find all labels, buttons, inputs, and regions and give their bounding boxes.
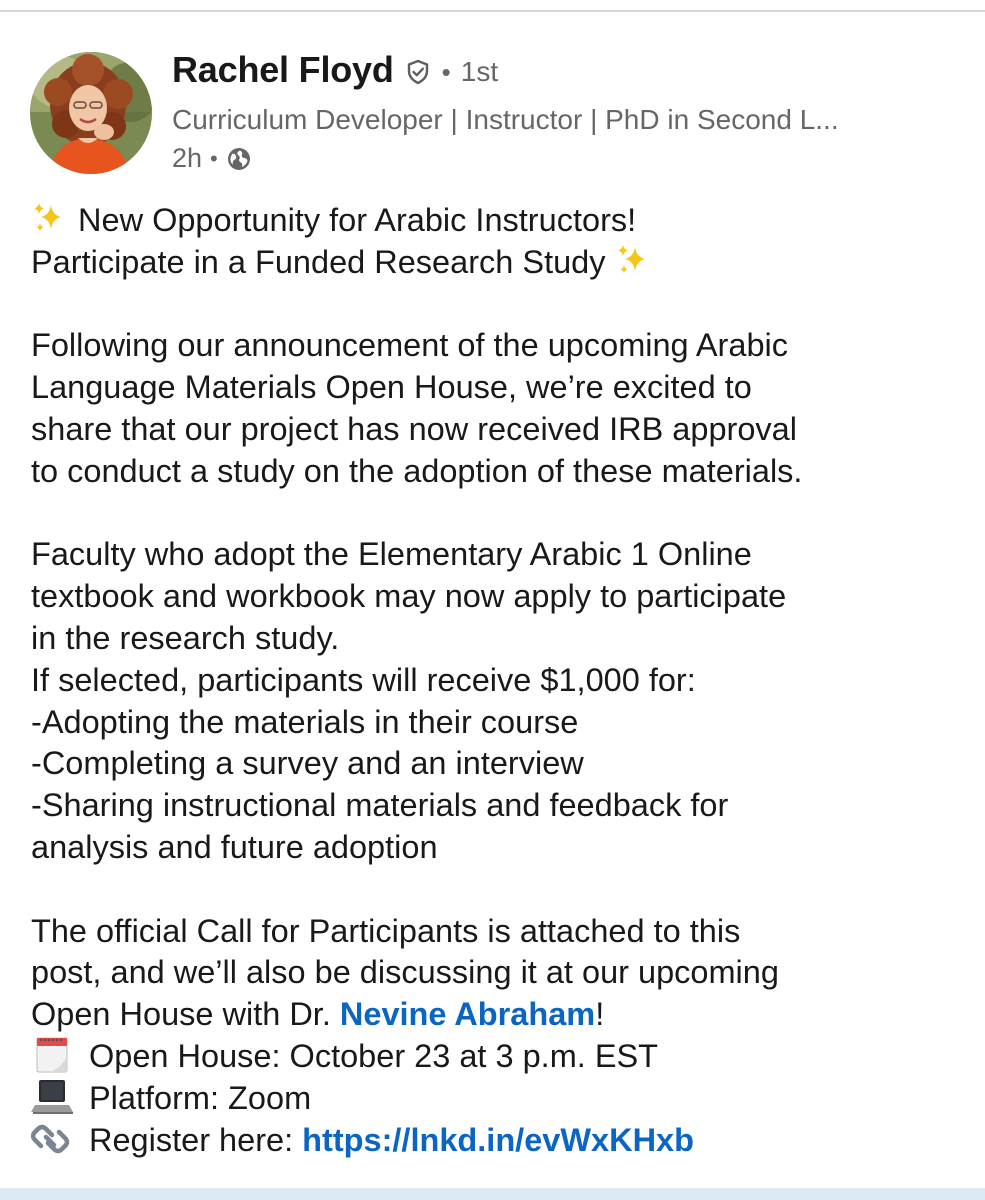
body-line: Language Materials Open House, we’re excited to [31, 369, 752, 406]
body-line: Following our announcement of the upcoming Arabic [31, 327, 788, 364]
laptop-icon [31, 1078, 75, 1116]
register-line [31, 1120, 971, 1162]
bottom-band [0, 1188, 985, 1200]
body-line-with-mention [31, 994, 971, 1036]
register-link[interactable]: https://lnkd.in/evWxKHxb [302, 1121, 694, 1158]
body-line: textbook and workbook may now apply to participate [31, 578, 787, 615]
post-body [31, 200, 971, 1161]
body-line: If selected, participants will receive $1,000 for: [31, 661, 696, 698]
shield-check-icon [404, 58, 432, 86]
blank-line [31, 493, 971, 535]
connection-degree: 1st [460, 56, 499, 87]
author-name-row [172, 46, 498, 94]
platform-line [31, 1078, 971, 1120]
author-avatar[interactable] [30, 52, 152, 174]
post-timestamp: 2h [172, 142, 203, 173]
body-line: -Completing a survey and an interview [31, 745, 584, 782]
post-title-2: Participate in a Funded Research Study [31, 243, 606, 280]
blank-line [31, 284, 971, 326]
author-name[interactable]: Rachel Floyd [172, 49, 394, 90]
body-line: share that our project has now received IRB approval [31, 410, 797, 447]
post-title-line [31, 242, 971, 284]
body-line: to conduct a study on the adoption of these materials. [31, 452, 803, 489]
body-line: -Adopting the materials in their course [31, 703, 579, 740]
body-line: analysis and future adoption [31, 828, 438, 865]
post-title-1: New Opportunity for Arabic Instructors! [78, 202, 637, 238]
author-headline: Curriculum Developer | Instructor | PhD in Second L... [172, 104, 839, 135]
separator-dot: • [210, 146, 218, 171]
calendar-icon [31, 1036, 75, 1074]
sparkles-icon [31, 201, 69, 235]
body-line: The official Call for Participants is attached to this [31, 912, 741, 949]
body-line: in the research study. [31, 619, 340, 656]
avatar-image [30, 52, 152, 174]
sparkles-icon [615, 243, 653, 277]
post-title-line [31, 200, 971, 242]
mention-link[interactable]: Nevine Abraham [339, 996, 596, 1033]
open-house-line [31, 1036, 971, 1078]
register-prefix: Register here: [89, 1121, 303, 1158]
mention-suffix: ! [595, 996, 605, 1033]
mention-prefix: Open House with Dr. [31, 996, 340, 1033]
feed-post [0, 12, 985, 1188]
platform-text: Platform: Zoom [89, 1079, 312, 1116]
post-meta [172, 140, 252, 176]
body-line: post, and we’ll also be discussing it at our upcoming [31, 954, 779, 991]
link-icon [31, 1120, 75, 1158]
body-line: -Sharing instructional materials and feedback for [31, 787, 729, 824]
globe-icon [226, 146, 252, 172]
blank-line [31, 869, 971, 911]
open-house-text: Open House: October 23 at 3 p.m. EST [89, 1037, 659, 1074]
separator-dot: • [441, 56, 451, 87]
body-line: Faculty who adopt the Elementary Arabic 1 Online [31, 536, 752, 573]
